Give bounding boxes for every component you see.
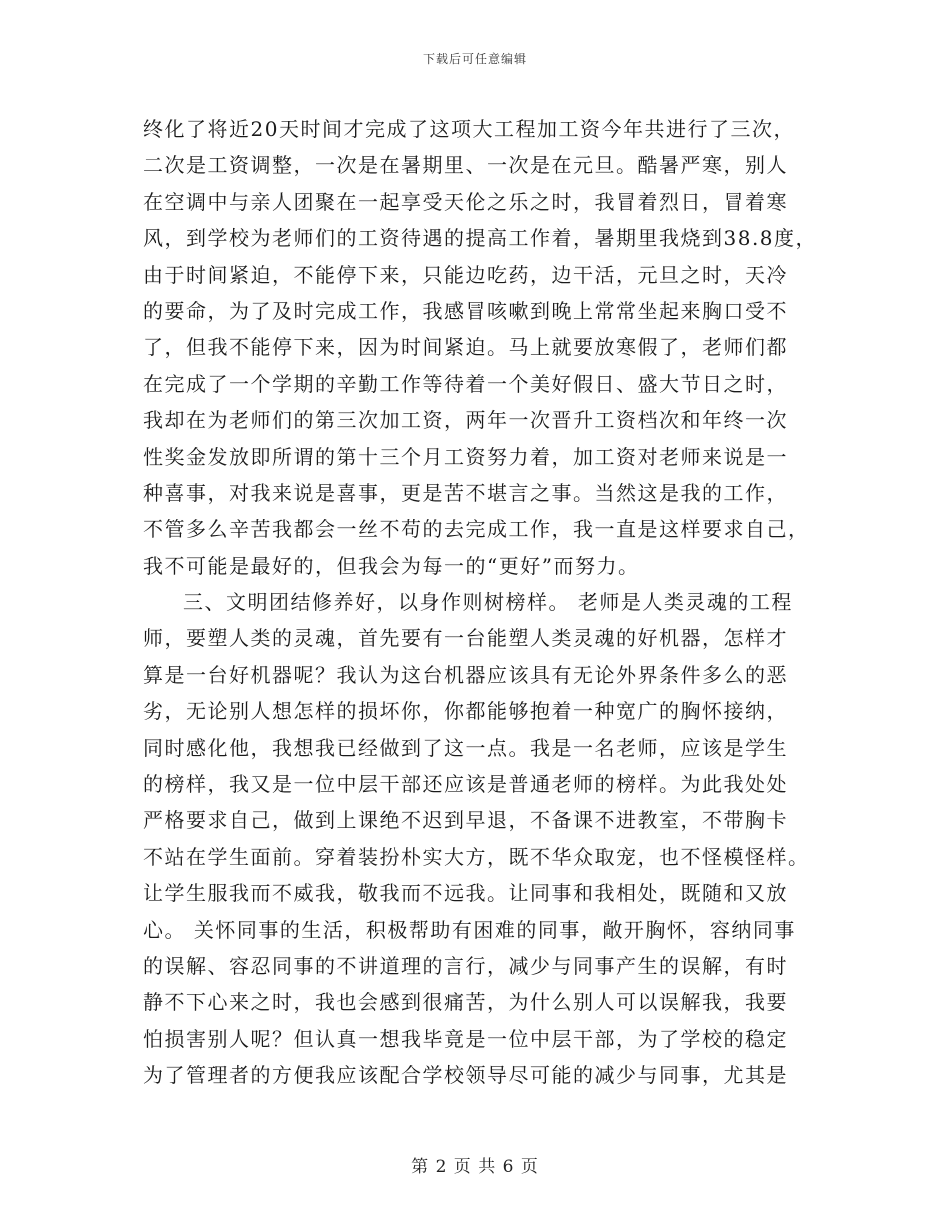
section-heading-line: 三、文明团结修养好，以身作则树榜样。 老师是人类灵魂的工程	[183, 590, 793, 615]
text-line: 劣，无论别人想怎样的损坏你，你都能够抱着一种宽广的胸怀接纳，	[143, 699, 788, 724]
text-line: 的榜样，我又是一位中层干部还应该是普通老师的榜样。为此我处处	[143, 772, 788, 797]
page-footer: 第 2 页 共 6 页	[411, 1157, 539, 1177]
text-line: 风，到学校为老师们的工资待遇的提高工作着，暑期里我烧到38.8度，	[143, 226, 818, 251]
text-line: 我不可能是最好的，但我会为每一的“更好”而努力。	[143, 553, 640, 578]
text-line: 种喜事，对我来说是喜事，更是苦不堪言之事。当然这是我的工作，	[143, 480, 788, 505]
text-line: 静不下心来之时，我也会感到很痛苦，为什么别人可以误解我，我要	[143, 990, 788, 1015]
text-line: 二次是工资调整，一次是在暑期里、一次是在元旦。酷暑严寒，别人	[143, 153, 788, 178]
document-body	[143, 111, 818, 1094]
text-line: 的误解、容忍同事的不讲道理的言行，减少与同事产生的误解，有时	[143, 953, 788, 978]
text-line: 终化了将近20天时间才完成了这项大工程加工资今年共进行了三次，	[143, 117, 795, 141]
text-line: 了，但我不能停下来，因为时间紧迫。马上就要放寒假了，老师们都	[143, 335, 788, 360]
text-line: 为了管理者的方便我应该配合学校领导尽可能的减少与同事，尤其是	[143, 1063, 788, 1088]
page-header: 下载后可任意编辑	[422, 52, 527, 66]
text-line: 严格要求自己，做到上课绝不迟到早退，不备课不进教室，不带胸卡	[143, 808, 788, 833]
text-line: 让学生服我而不威我，敬我而不远我。让同事和我相处，既随和又放	[143, 881, 788, 906]
text-line: 的要命，为了及时完成工作，我感冒咳嗽到晚上常常坐起来胸口受不	[143, 298, 788, 323]
text-line: 师，要塑人类的灵魂，首先要有一台能塑人类灵魂的好机器，怎样才	[143, 626, 788, 651]
text-line: 我却在为老师们的第三次加工资，两年一次晋升工资档次和年终一次	[143, 408, 788, 433]
text-line: 在完成了一个学期的辛勤工作等待着一个美好假日、盛大节日之时，	[143, 371, 788, 396]
text-line: 同时感化他，我想我已经做到了这一点。我是一名老师，应该是学生	[143, 735, 788, 760]
text-line: 怕损害别人呢？但认真一想我毕竟是一位中层干部，为了学校的稳定	[143, 1026, 788, 1051]
text-line: 性奖金发放即所谓的第十三个月工资努力着，加工资对老师来说是一	[143, 444, 788, 469]
text-line: 在空调中与亲人团聚在一起享受天伦之乐之时，我冒着烈日，冒着寒	[143, 189, 788, 214]
text-line: 不站在学生面前。穿着装扮朴实大方，既不华众取宠，也不怪模怪样。	[143, 844, 810, 869]
text-line: 算是一台好机器呢？我认为这台机器应该具有无论外界条件多么的恶	[143, 662, 788, 687]
text-line: 心。 关怀同事的生活，积极帮助有困难的同事，敞开胸怀，容纳同事	[143, 917, 796, 942]
text-line: 不管多么辛苦我都会一丝不苟的去完成工作，我一直是这样要求自己，	[143, 517, 810, 542]
text-line: 由于时间紧迫，不能停下来，只能边吃药，边干活，元旦之时，天冷	[143, 262, 788, 287]
